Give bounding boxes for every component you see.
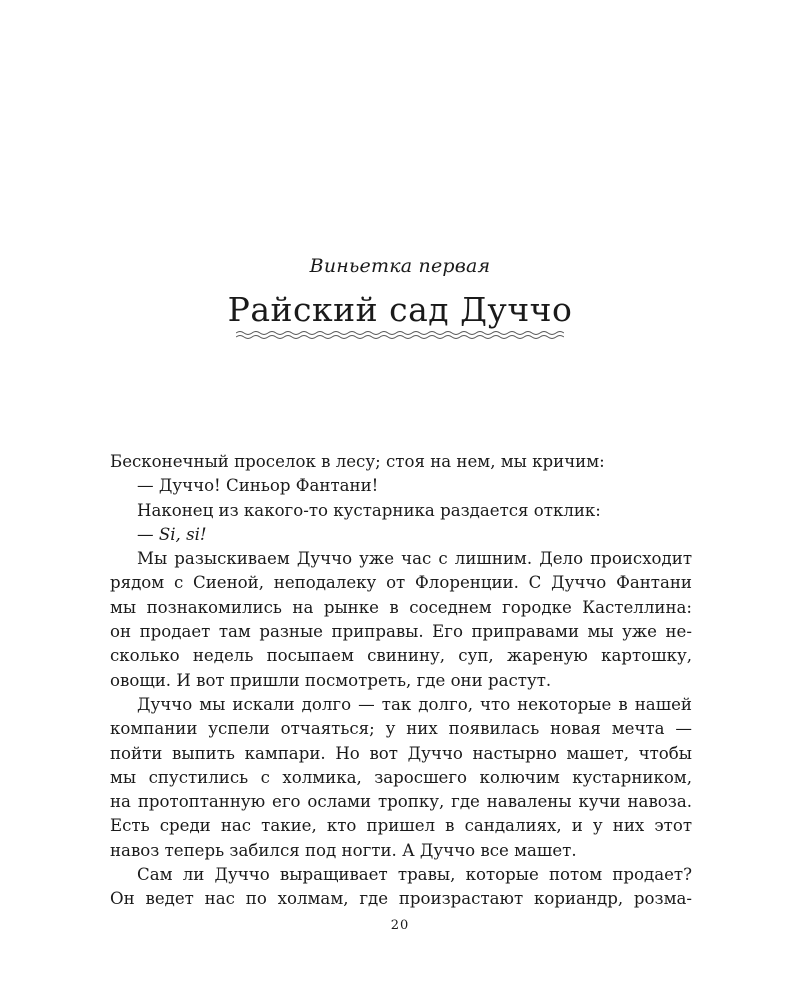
page-number: 20 <box>390 918 410 933</box>
text-line: — Si, si! <box>137 524 207 544</box>
text-line: он продает там разные приправы. Его приправами мы уже не- <box>110 622 692 642</box>
text-line: навоз теперь забился под ногти. А Дуччо все машет. <box>110 840 577 860</box>
text-line: Наконец из какого-то кустарника раздается отклик: <box>137 500 601 520</box>
wavy-underline-ornament <box>236 330 564 340</box>
text-line: Он ведет нас по холмам, где произрастают кориандр, розма- <box>110 889 692 909</box>
text-line: мы познакомились на рынке в соседнем городке Кастеллина: <box>110 597 692 617</box>
text-line: Дуччо мы искали долго — так долго, что некоторые в нашей <box>137 694 692 714</box>
text-line: на протоптанную его ослами тропку, где навалены кучи навоза. <box>110 792 692 812</box>
text-line: мы спустились с холмика, заросшего колючим кустарником, <box>110 767 692 787</box>
text-line: рядом с Сиеной, неподалеку от Флоренции. С Дуччо Фантани <box>110 573 692 593</box>
chapter-label: Виньетка первая <box>309 255 491 277</box>
chapter-title: Райский сад Дуччо <box>227 290 573 329</box>
text-line: Мы разыскиваем Дуччо уже час с лишним. Дело происходит <box>137 549 692 569</box>
text-line: Сам ли Дуччо выращивает травы, которые потом продает? <box>137 865 692 885</box>
text-line: компании успели отчаяться; у них появилась новая мечта — <box>110 719 692 739</box>
text-line: пойти выпить кампари. Но вот Дуччо настырно машет, чтобы <box>110 743 692 763</box>
text-line: — Дуччо! Синьор Фантани! <box>137 476 379 496</box>
text-line: овощи. И вот пришли посмотреть, где они растут. <box>110 670 552 690</box>
text-line: Есть среди нас такие, кто пришел в сандалиях, и у них этот <box>110 816 692 836</box>
text-line: Бесконечный проселок в лесу; стоя на нем, мы кричим: <box>110 452 605 471</box>
text-line: сколько недель посыпаем свинину, суп, жареную картошку, <box>110 646 692 666</box>
body-text <box>110 450 692 912</box>
